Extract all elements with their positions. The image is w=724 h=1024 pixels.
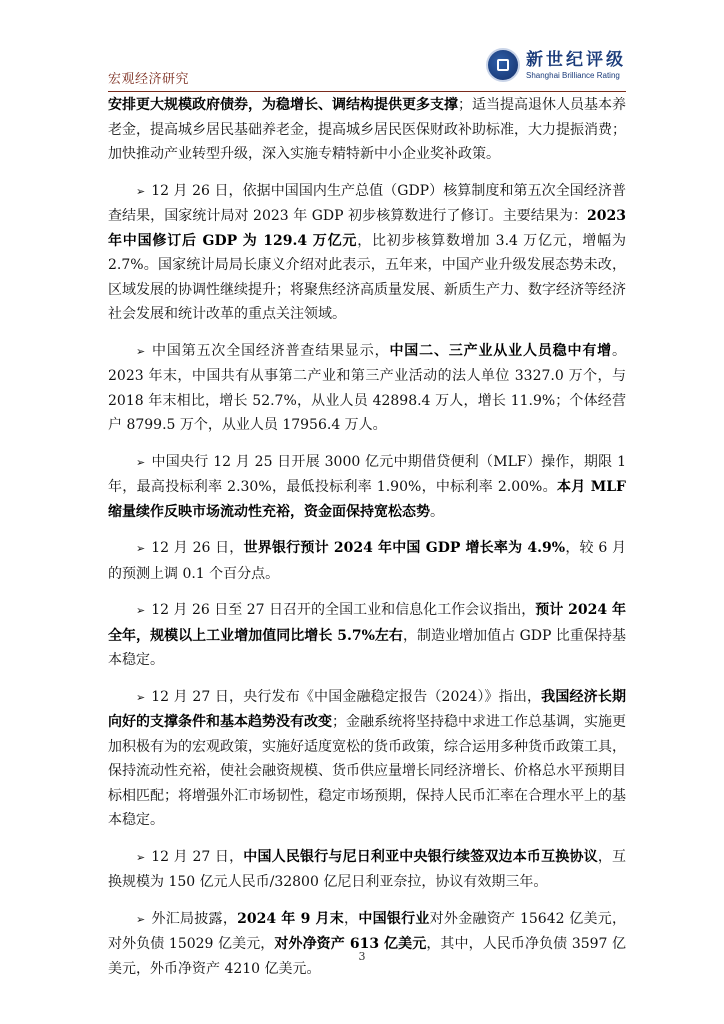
- text: 12 月 26 日至 27 日召开的全国工业和信息化工作会议指出，: [151, 602, 536, 618]
- bullet-paragraph: [108, 907, 626, 982]
- text: 对外金融资产 15642 亿美元，对外负债 15029 亿美元，: [108, 910, 627, 952]
- text: 12 月 26 日，依据中国国内生产总值（GDP）核算制度和第五次全国经济普查结果，国家统计局对 2023 年 GDP 初步核算数进行了修订。主要结果为：: [108, 182, 626, 224]
- paragraph: [108, 93, 626, 167]
- bold-text: 中国人民银行与尼日利亚中央银行续签双边本币互换协议: [243, 848, 598, 865]
- header-rule: [108, 91, 626, 92]
- brand-logo-icon: [486, 48, 520, 82]
- brand: [486, 44, 626, 86]
- text: ，: [344, 910, 359, 927]
- arrow-bullet-icon: ➢: [136, 690, 146, 704]
- brand-name-en: Shanghai Brilliance Rating: [526, 70, 620, 80]
- arrow-bullet-icon: ➢: [136, 912, 146, 926]
- bullet-paragraph: [108, 179, 626, 327]
- text: ；金融系统将坚持稳中求进工作总基调，实施更加积极有为的宏观政策，实施好适度宽松的货币政策，综合运用多种货币政策工具，保持流动性充裕，使社会融资规模、货币供应量增长同经济增长、价格总水平预期目标相匹配；将增强外汇市场韧性，稳定市场预期，保持人民币汇率在合理水平上的基本稳定。: [108, 714, 626, 828]
- bullet-paragraph: [108, 598, 626, 673]
- arrow-bullet-icon: ➢: [136, 455, 146, 469]
- brand-name-cn: 新世纪评级: [526, 49, 626, 70]
- bold-text: 2024 年 9 月末: [237, 910, 345, 927]
- bullet-paragraph: [108, 845, 626, 895]
- bold-text: 2023 年中国修订后 GDP 为 129.4 万亿元: [108, 208, 626, 249]
- bold-text: 我国经济长期向好的支撑条件和基本趋势没有改变: [108, 688, 627, 730]
- section-title: 宏观经济研究: [108, 72, 190, 87]
- brand-text: [526, 50, 626, 81]
- text: ，制造业增加值占 GDP 比重保持基本稳定。: [108, 627, 626, 668]
- bold-text: 世界银行预计 2024 年中国 GDP 增长率为 4.9%: [243, 540, 566, 556]
- text: ，较 6 月的预测上调 0.1 个百分点。: [108, 540, 626, 582]
- page-header: [108, 44, 626, 92]
- arrow-bullet-icon: ➢: [136, 850, 146, 864]
- text: 。: [430, 503, 444, 520]
- text: ，其中，人民币净负债 3597 亿美元，外币净资产 4210 亿美元。: [108, 936, 626, 977]
- bullet-paragraph: [108, 450, 626, 525]
- bold-text: 本月 MLF 缩量续作反映市场流动性充裕，资金面保持宽松态势: [108, 479, 626, 520]
- text: 12 月 27 日，央行发布《中国金融稳定报告（2024）》指出，: [151, 688, 542, 705]
- arrow-bullet-icon: ➢: [136, 344, 146, 358]
- text: 中国第五次全国经济普查结果显示，: [151, 342, 390, 359]
- text: 中国央行 12 月 25 日开展 3000 亿元中期借贷便利（MLF）操作，期限 1 年，最高投标利率 2.30%，最低投标利率 1.90%，中标利率 2.00%。: [108, 453, 626, 495]
- text: 12 月 26 日，: [151, 540, 244, 556]
- page-number: 3: [358, 950, 366, 963]
- text: 外汇局披露，: [151, 910, 238, 927]
- bullet-paragraph: [108, 339, 626, 438]
- bold-text: 中国二、三产业从业人员稳中有增: [389, 342, 613, 359]
- bullet-paragraph: [108, 536, 626, 586]
- bold-text: 安排更大规模政府债券，为稳增长、调结构提供更多支撑: [108, 97, 458, 113]
- text: 。2023 年末，中国共有从事第二产业和第三产业活动的法人单位 3327.0 万个，与 2018 年末相比，增长 52.7%，从业人员 42898.4 万人，增长 11.9%；个体经营户 8799.5 万个，从业人员 17956.4 万人。: [108, 342, 627, 433]
- text: ，互换规模为 150 亿元人民币/32800 亿尼日利亚奈拉，协议有效期三年。: [108, 848, 627, 890]
- text: ；适当提高退休人员基本养老金，提高城乡居民基础养老金，提高城乡居民医保财政补助标准，大力提振消费；加快推动产业转型升级，深入实施专精特新中小企业奖补政策。: [108, 97, 626, 162]
- bold-text: 中国银行业: [358, 910, 430, 927]
- bold-text: 对外净资产 613 亿美元: [274, 936, 427, 952]
- arrow-bullet-icon: ➢: [136, 604, 146, 617]
- text: 12 月 27 日，: [151, 848, 244, 865]
- text: ，比初步核算数增加 3.4 万亿元，增幅为 2.7%。国家统计局局长康义介绍对此表示，五年来，中国产业升级发展态势未改，区域发展的协调性继续提升；将聚焦经济高质量发展、新质生产力、数字经济等经济社会发展和统计改革的重点关注领域。: [108, 232, 626, 322]
- arrow-bullet-icon: ➢: [136, 542, 146, 555]
- document-body: [108, 93, 626, 993]
- bold-text: 预计 2024 年全年，规模以上工业增加值同比增长 5.7%左右: [108, 602, 626, 644]
- arrow-bullet-icon: ➢: [136, 184, 146, 198]
- bullet-paragraph: [108, 685, 626, 833]
